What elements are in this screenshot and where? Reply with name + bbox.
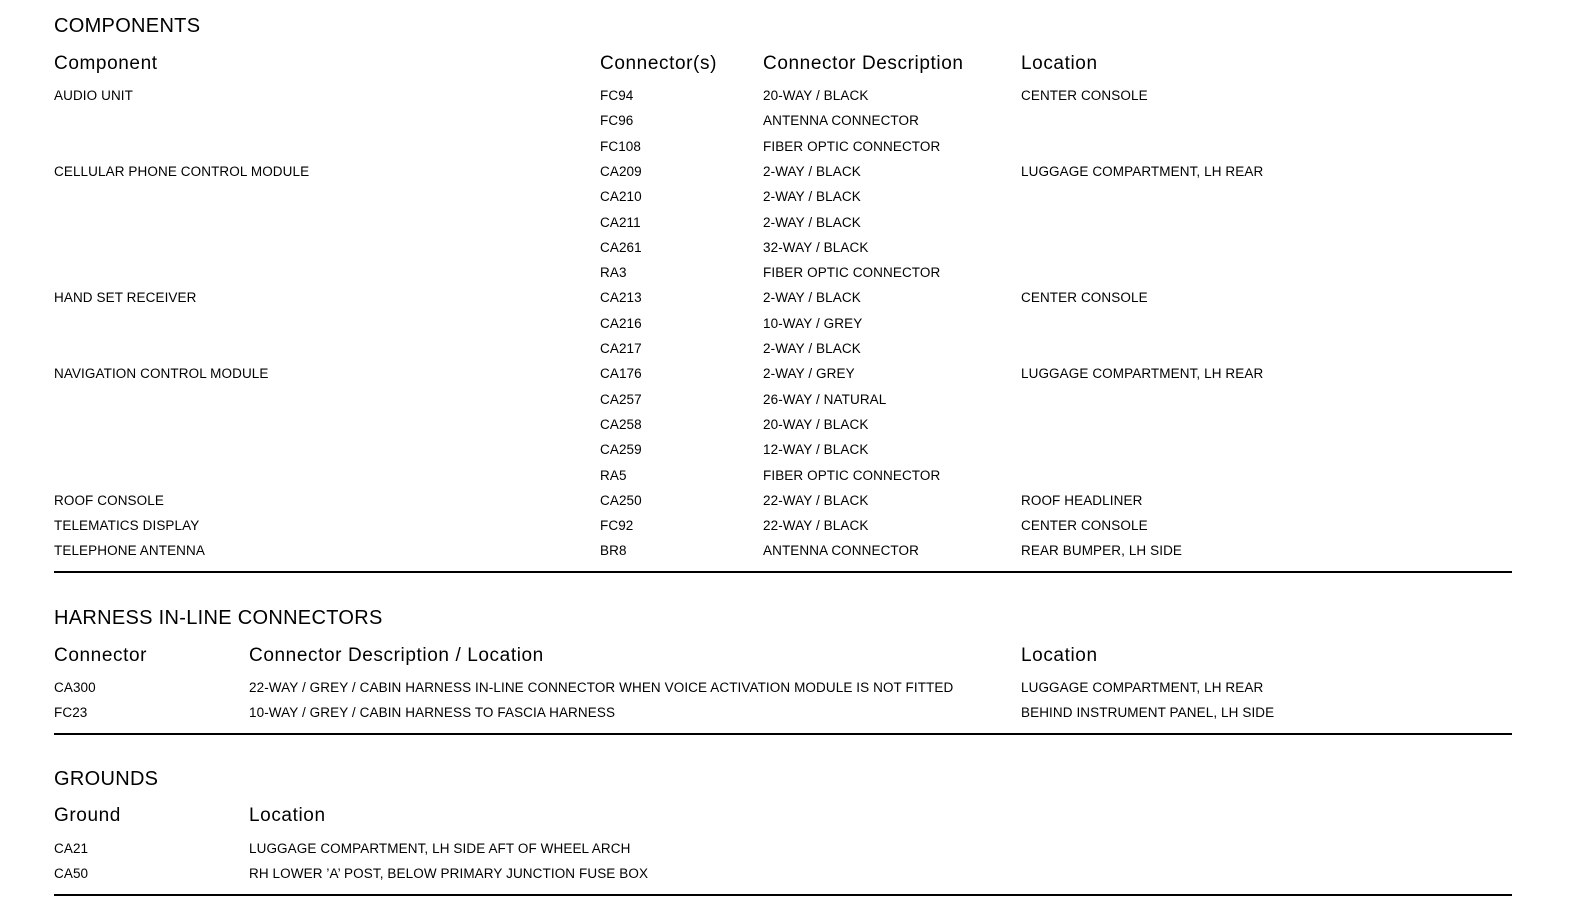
connector-description-cell: FIBER OPTIC CONNECTOR [763,265,941,281]
component-row [0,190,1584,215]
component-cell: TELEPHONE ANTENNA [54,543,205,559]
component-row [0,89,1584,114]
ground-cell: CA21 [54,841,89,856]
ground-row [0,867,1584,892]
connector-description-cell: FIBER OPTIC CONNECTOR [763,138,941,154]
component-cell: NAVIGATION CONTROL MODULE [54,366,269,382]
connector-cell: BR8 [600,543,627,559]
component-row [0,266,1584,291]
component-row [0,494,1584,519]
component-row [0,114,1584,139]
components-divider [54,571,1512,573]
connector-cell: CA210 [600,189,642,205]
harness-description-cell: 10-WAY / GREY / CABIN HARNESS TO FASCIA HARNESS [249,705,616,721]
harness-section-title: HARNESS IN-LINE CONNECTORS [54,607,383,629]
harness-row [0,681,1584,706]
harness-divider [54,733,1512,735]
location-cell: CENTER CONSOLE [1021,290,1148,306]
connector-description-cell: 2-WAY / BLACK [763,163,861,179]
component-row [0,544,1584,569]
harness-location-cell: BEHIND INSTRUMENT PANEL, LH SIDE [1021,705,1275,721]
location-cell: LUGGAGE COMPARTMENT, LH REAR [1021,163,1264,179]
connectors-column-header: Connector(s) [600,53,718,74]
component-row [0,241,1584,266]
ground-cell: CA50 [54,866,89,882]
connector-description-cell: 2-WAY / GREY [763,366,855,382]
connector-description-cell: 2-WAY / BLACK [763,214,861,230]
harness-location-cell: LUGGAGE COMPARTMENT, LH REAR [1021,680,1264,695]
connector-description-cell: ANTENNA CONNECTOR [763,543,919,559]
connector-description-cell: FIBER OPTIC CONNECTOR [763,467,941,483]
connector-description-cell: 26-WAY / NATURAL [763,391,887,407]
ground-location-cell: RH LOWER ’A’ POST, BELOW PRIMARY JUNCTION FUSE BOX [249,866,649,882]
component-cell: ROOF CONSOLE [54,492,164,508]
connector-description-cell: ANTENNA CONNECTOR [763,113,919,129]
harness-connector-column-header: Connector [54,645,148,666]
component-row [0,443,1584,468]
connector-cell: CA261 [600,239,642,255]
connector-description-cell: 2-WAY / BLACK [763,290,861,306]
connector-cell: FC96 [600,113,634,129]
connector-cell: CA213 [600,290,642,306]
connector-cell: FC108 [600,138,642,154]
component-row [0,469,1584,494]
components-section-title: COMPONENTS [54,15,201,37]
harness-row [0,706,1584,731]
ground-row [0,842,1584,867]
connector-cell: FC94 [600,88,634,103]
connector-description-cell: 2-WAY / BLACK [763,341,861,356]
connector-cell: FC92 [600,518,634,534]
location-cell: CENTER CONSOLE [1021,88,1148,103]
connector-cell: CA209 [600,163,642,179]
ground-location-cell: LUGGAGE COMPARTMENT, LH SIDE AFT OF WHEEL ARCH [249,841,631,856]
harness-description-column-header: Connector Description / Location [249,645,544,666]
connector-cell: CA257 [600,391,642,407]
harness-connector-cell: FC23 [54,705,88,721]
component-row [0,291,1584,316]
grounds-section-title: GROUNDS [54,768,159,790]
connector-description-cell: 12-WAY / BLACK [763,442,869,458]
harness-connector-cell: CA300 [54,680,96,695]
location-cell: ROOF HEADLINER [1021,492,1143,508]
location-cell: REAR BUMPER, LH SIDE [1021,543,1183,559]
component-cell: CELLULAR PHONE CONTROL MODULE [54,163,310,179]
connector-cell: CA259 [600,442,642,458]
connector-cell: CA216 [600,315,642,331]
component-row [0,140,1584,165]
connector-description-cell: 20-WAY / BLACK [763,416,869,432]
connector-cell: RA3 [600,265,627,281]
component-row [0,393,1584,418]
ground-location-column-header: Location [249,805,326,826]
location-cell: LUGGAGE COMPARTMENT, LH REAR [1021,366,1264,382]
connector-cell: CA211 [600,214,641,230]
connector-cell: CA176 [600,366,642,382]
connector-description-cell: 32-WAY / BLACK [763,239,869,255]
component-cell: AUDIO UNIT [54,88,134,103]
connector-cell: CA217 [600,341,642,356]
connector-cell: CA250 [600,492,642,508]
connector-cell: RA5 [600,467,627,483]
ground-column-header: Ground [54,805,121,826]
component-row [0,165,1584,190]
harness-description-cell: 22-WAY / GREY / CABIN HARNESS IN-LINE CONNECTOR WHEN VOICE ACTIVATION MODULE IS NOT FITTED [249,680,954,695]
component-row [0,418,1584,443]
connector-description-cell: 22-WAY / BLACK [763,492,869,508]
component-column-header: Component [54,53,158,74]
connector-cell: CA258 [600,416,642,432]
location-column-header: Location [1021,53,1098,74]
component-row [0,216,1584,241]
connector-description-cell: 10-WAY / GREY [763,315,863,331]
component-cell: TELEMATICS DISPLAY [54,518,200,534]
connector-description-column-header: Connector Description [763,53,964,74]
connector-description-cell: 22-WAY / BLACK [763,518,869,534]
grounds-divider [54,894,1512,896]
connector-description-cell: 20-WAY / BLACK [763,88,869,103]
component-cell: HAND SET RECEIVER [54,290,197,306]
component-row [0,519,1584,544]
connector-description-cell: 2-WAY / BLACK [763,189,861,205]
component-row [0,317,1584,342]
component-row [0,367,1584,392]
harness-location-column-header: Location [1021,645,1098,666]
component-row [0,342,1584,367]
location-cell: CENTER CONSOLE [1021,518,1148,534]
